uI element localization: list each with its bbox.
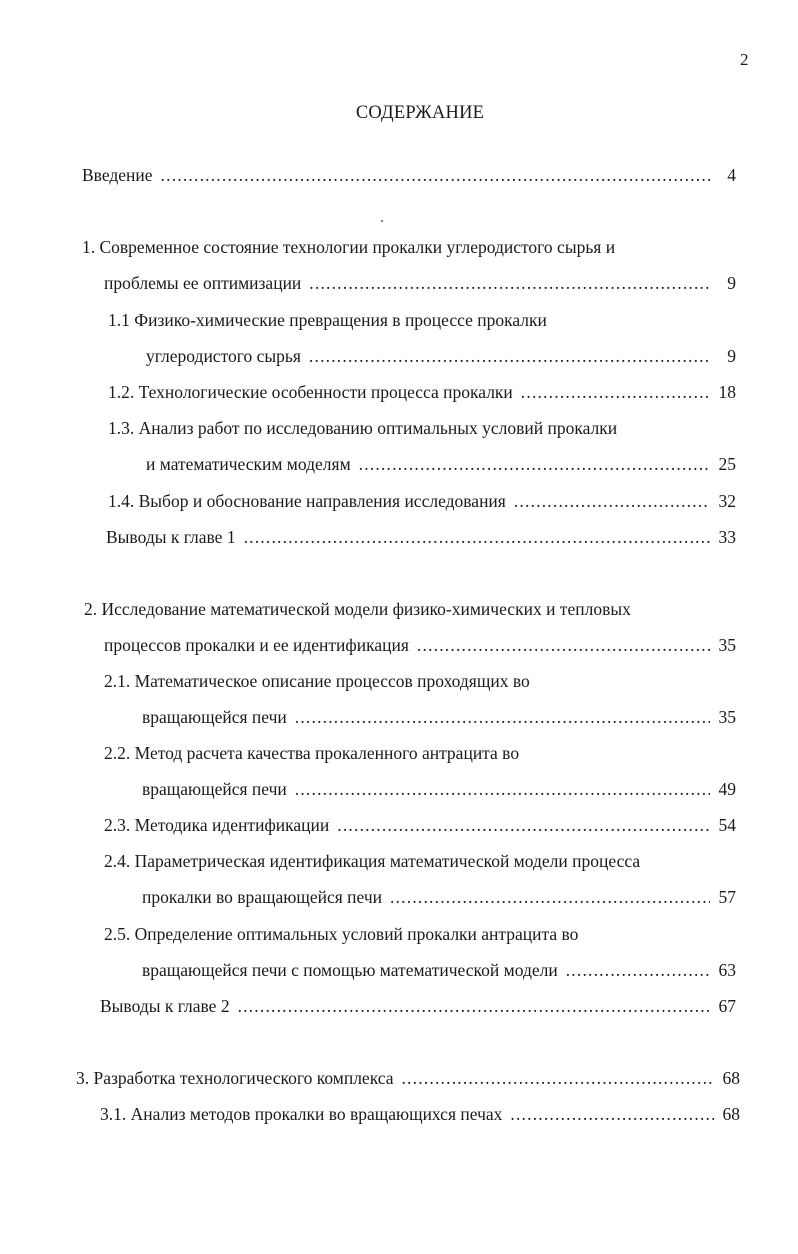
dot-leader [309, 344, 710, 368]
toc-page-number: 4 [727, 165, 736, 185]
toc-page-number: 54 [718, 815, 736, 835]
toc-section-2-1-heading[interactable]: 2.1. Математическое описание процессов проходящих во [104, 671, 530, 691]
dot-leader [161, 163, 710, 187]
dot-leader [510, 1102, 714, 1126]
page-number: 2 [740, 50, 749, 69]
toc-section-1-1-heading[interactable]: 1.1 Физико-химические превращения в процессе прокалки [108, 310, 547, 330]
dot-leader [514, 489, 710, 513]
toc-page-number: 25 [718, 454, 736, 474]
toc-title: СОДЕРЖАНИЕ [355, 103, 485, 123]
toc-page-number: 9 [727, 346, 736, 366]
toc-entry-label: 3. Разработка технологического комплекса [76, 1068, 394, 1088]
toc-chapter-1-heading[interactable]: 1. Современное состояние технологии прокалки углеродистого сырья и [82, 237, 616, 257]
dot-leader [417, 633, 710, 657]
toc-entry-label: углеродистого сырья [146, 346, 301, 366]
toc-section-2-2-heading[interactable]: 2.2. Метод расчета качества прокаленного антрацита во [104, 743, 520, 763]
dot-leader [309, 271, 710, 295]
toc-entry-chapter-3[interactable] [76, 1066, 740, 1090]
toc-section-2-5-heading[interactable]: 2.5. Определение оптимальных условий прокалки антрацита во [104, 924, 579, 944]
toc-page-number: 32 [718, 491, 736, 511]
toc-entry-label: вращающейся печи с помощью математической модели [142, 960, 558, 980]
dot-leader [359, 452, 710, 476]
dot-leader [566, 958, 710, 982]
toc-entry-2-2[interactable] [142, 777, 736, 801]
toc-entry-label: 1.4. Выбор и обоснование направления исследования [108, 491, 506, 511]
toc-entry-label: прокалки во вращающейся печи [142, 887, 383, 907]
toc-entry-2-5[interactable] [142, 958, 736, 982]
dot-leader [244, 525, 710, 549]
toc-entry-label: 1.2. Технологические особенности процесса прокалки [108, 382, 513, 402]
toc-entry-label: 3.1. Анализ методов прокалки во вращающихся печах [100, 1104, 503, 1124]
toc-entry-label: 2.3. Методика идентификации [104, 815, 330, 835]
dot-leader [402, 1066, 714, 1090]
toc-entry-intro[interactable] [82, 163, 736, 187]
toc-entry-conclusions-2[interactable] [100, 994, 736, 1018]
toc-section-2-4-heading[interactable]: 2.4. Параметрическая идентификация математической модели процесса [104, 851, 641, 871]
toc-entry-2-3[interactable] [104, 813, 736, 837]
toc-entry-label: вращающейся печи [142, 707, 287, 727]
toc-page-number: 18 [718, 382, 736, 402]
scan-speck [381, 220, 383, 222]
toc-page-number: 63 [718, 960, 736, 980]
toc-entry-label: Введение [82, 165, 153, 185]
dot-leader [337, 813, 710, 837]
dot-leader [295, 777, 710, 801]
toc-entry-label: и математическим моделям [146, 454, 351, 474]
toc-entry-2-4[interactable] [142, 885, 736, 909]
toc-page-number: 9 [727, 273, 736, 293]
toc-entry-conclusions-1[interactable] [106, 525, 736, 549]
toc-entry-2-1[interactable] [142, 705, 736, 729]
toc-section-1-3-heading[interactable]: 1.3. Анализ работ по исследованию оптимальных условий прокалки [108, 418, 618, 438]
toc-page-number: 68 [722, 1068, 740, 1088]
toc-page-number: 49 [718, 779, 736, 799]
dot-leader [238, 994, 710, 1018]
toc-entry-label: Выводы к главе 1 [106, 527, 236, 547]
toc-entry-chapter-2[interactable] [104, 633, 736, 657]
toc-entry-label: проблемы ее оптимизации [104, 273, 302, 293]
toc-entry-1-1[interactable] [146, 344, 736, 368]
toc-entry-chapter-1[interactable] [104, 271, 736, 295]
dot-leader [390, 885, 710, 909]
toc-page-number: 67 [718, 996, 736, 1016]
dot-leader [295, 705, 710, 729]
toc-entry-1-3[interactable] [146, 452, 736, 476]
toc-entry-label: процессов прокалки и ее идентификация [104, 635, 409, 655]
toc-page-number: 57 [718, 887, 736, 907]
toc-entry-3-1[interactable] [100, 1102, 740, 1126]
toc-entry-1-4[interactable] [108, 489, 736, 513]
toc-page-number: 68 [722, 1104, 740, 1124]
toc-page-number: 35 [718, 635, 736, 655]
toc-chapter-2-heading[interactable]: 2. Исследование математической модели физико-химических и тепловых [84, 599, 631, 619]
toc-page-number: 33 [718, 527, 736, 547]
toc-entry-label: вращающейся печи [142, 779, 287, 799]
toc-entry-label: Выводы к главе 2 [100, 996, 230, 1016]
toc-entry-1-2[interactable] [108, 380, 736, 404]
toc-page-number: 35 [718, 707, 736, 727]
dot-leader [521, 380, 710, 404]
